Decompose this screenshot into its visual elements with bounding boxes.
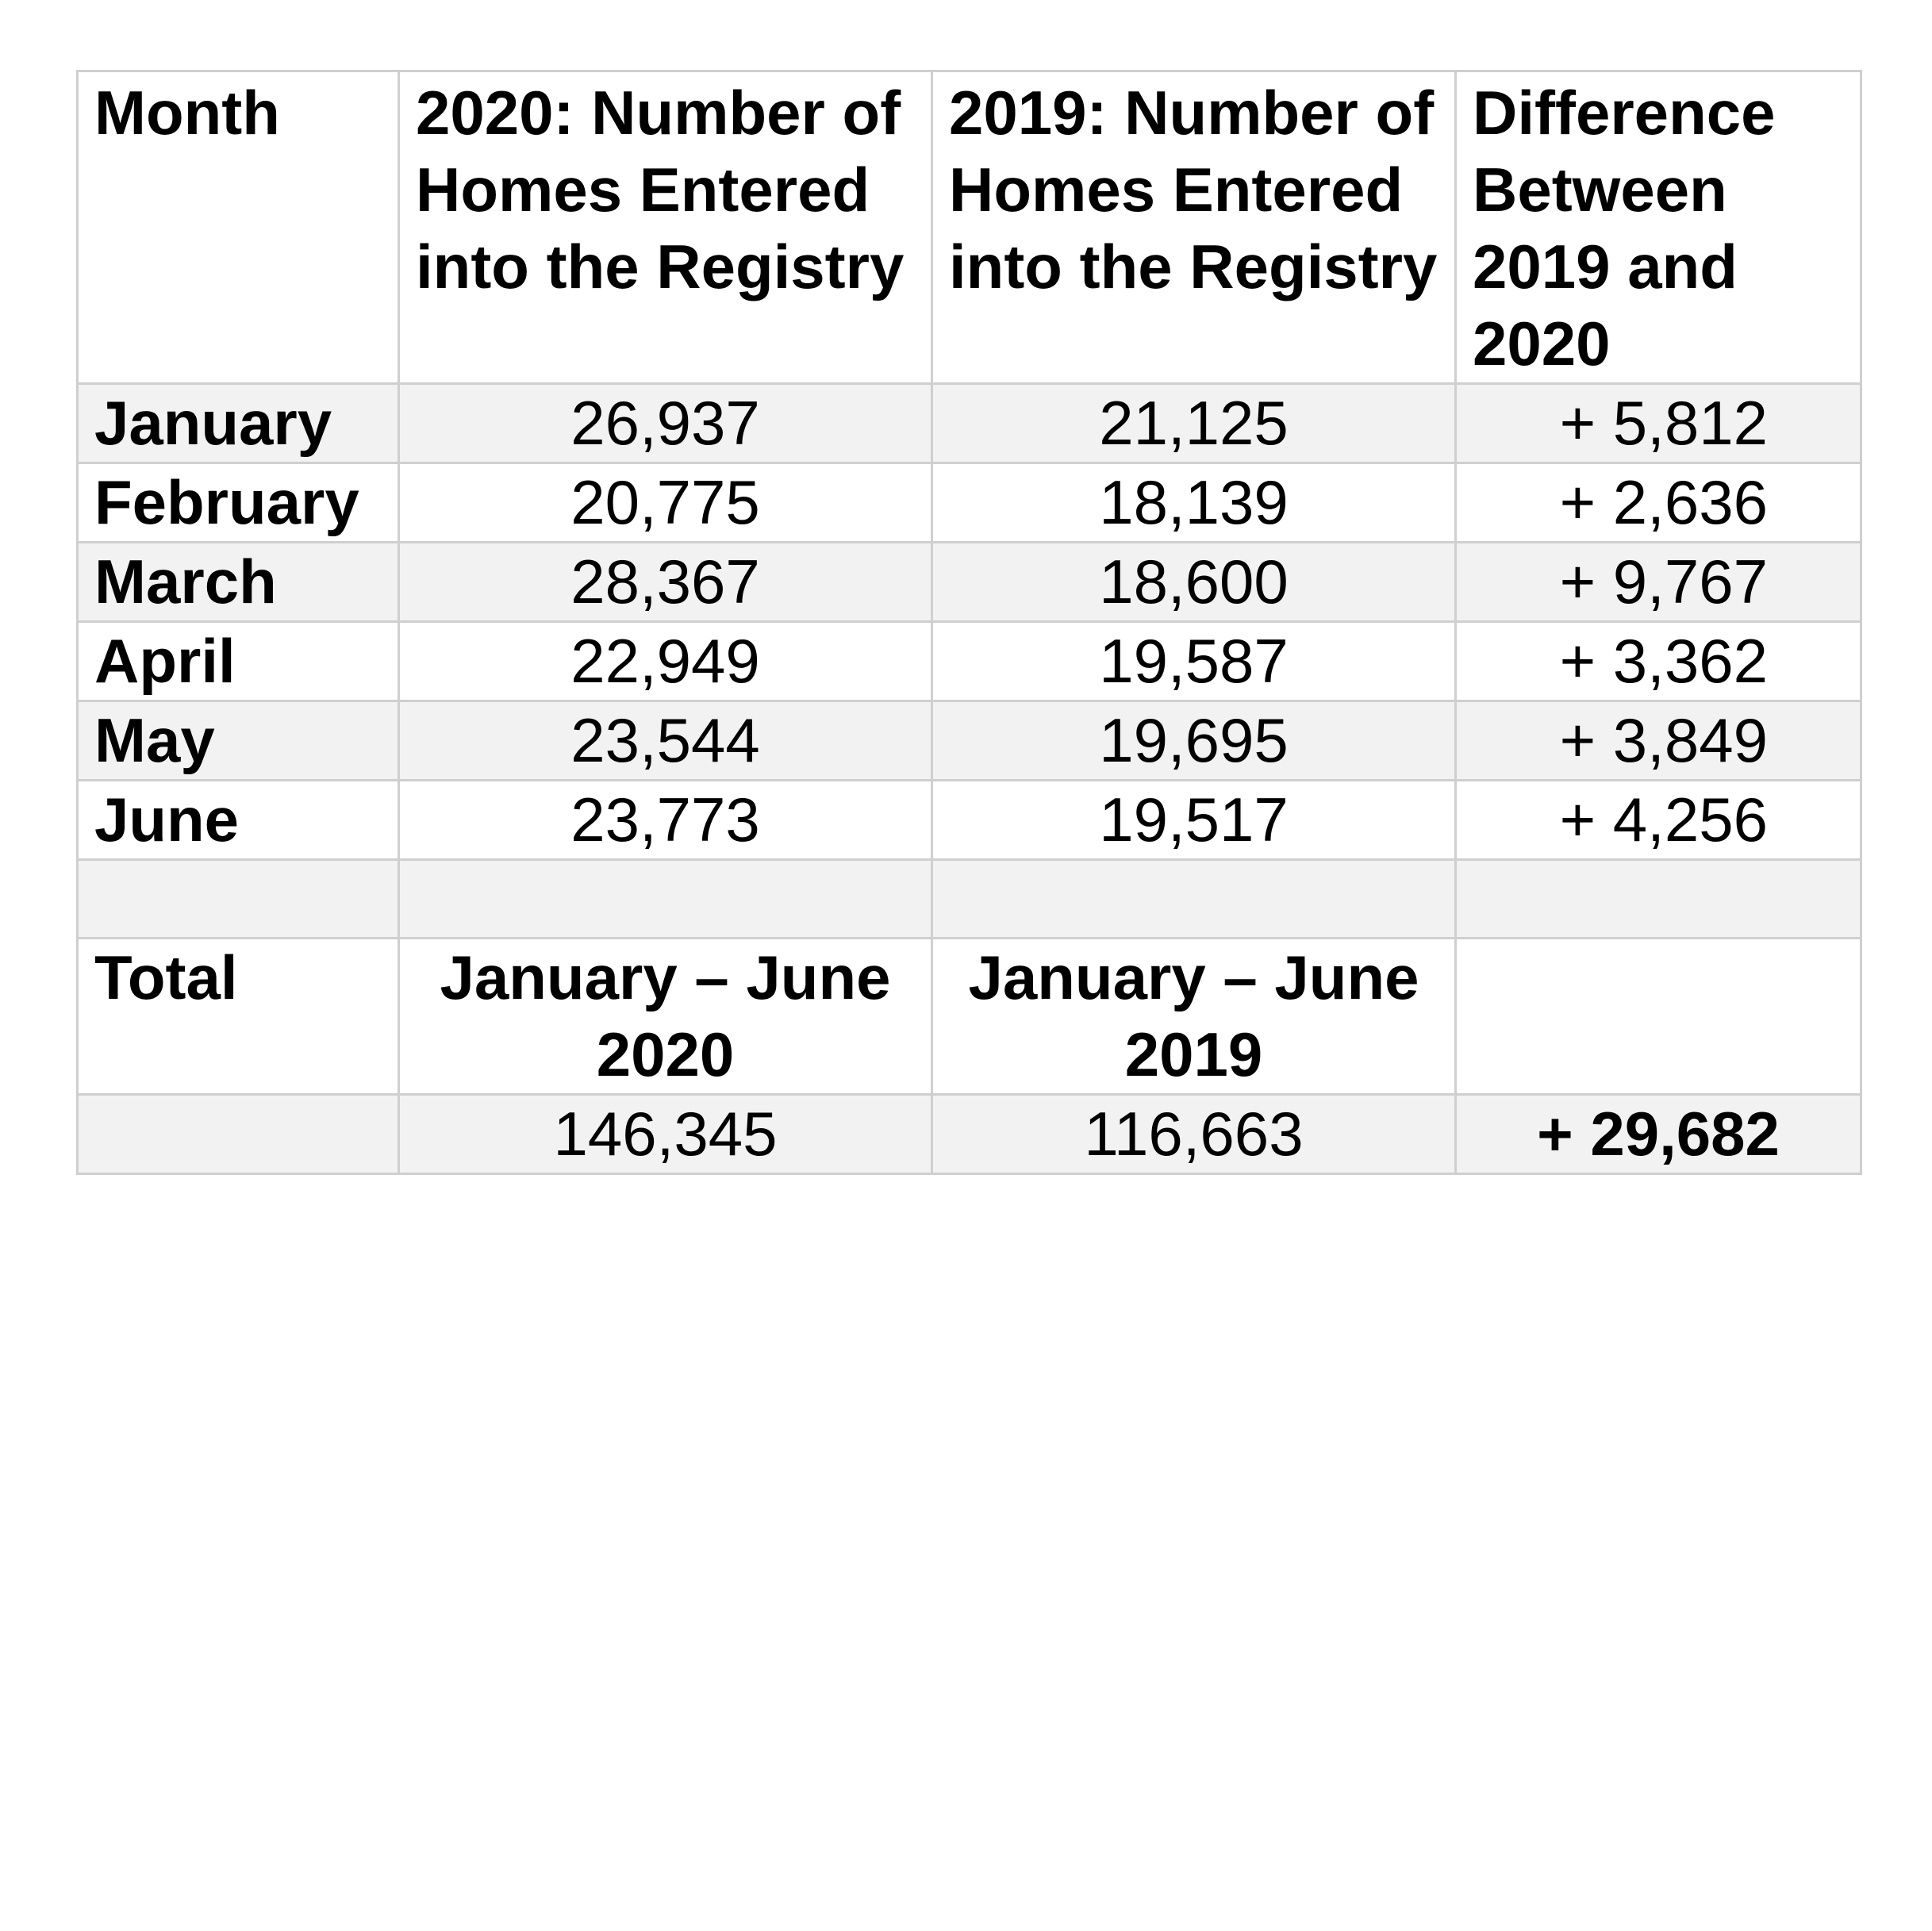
table-row (78, 701, 1861, 781)
difference-cell: + 3,849 (1456, 701, 1861, 781)
total-label: Total (78, 939, 399, 1095)
header-difference-text: Difference Between 2019 and 2020 (1473, 78, 1776, 378)
homes-2019-cell: 21,125 (932, 384, 1456, 463)
month-cell: March (78, 543, 399, 622)
homes-2019-cell: 18,600 (932, 543, 1456, 622)
header-month-text: Month (94, 78, 280, 148)
homes-2020-cell: 22,949 (399, 622, 932, 701)
header-difference (1456, 71, 1861, 384)
registry-table (76, 70, 1862, 1175)
header-homes-2020-text: 2020: Number of Homes Entered into the Registry (416, 78, 905, 301)
empty-cell (1456, 939, 1861, 1095)
table-row (78, 463, 1861, 543)
difference-cell: + 3,362 (1456, 622, 1861, 701)
difference-cell: + 2,636 (1456, 463, 1861, 543)
month-cell: April (78, 622, 399, 701)
header-homes-2019 (932, 71, 1456, 384)
header-row (78, 71, 1861, 384)
homes-2019-cell: 18,139 (932, 463, 1456, 543)
empty-cell (78, 1095, 399, 1174)
table-row (78, 384, 1861, 463)
total-value-row (78, 1095, 1861, 1174)
difference-cell: + 4,256 (1456, 781, 1861, 860)
difference-cell: + 9,767 (1456, 543, 1861, 622)
homes-2019-cell: 19,517 (932, 781, 1456, 860)
total-homes-2019: 116,663 (932, 1095, 1456, 1174)
homes-2019-cell: 19,587 (932, 622, 1456, 701)
total-homes-2020: 146,345 (399, 1095, 932, 1174)
homes-2020-cell: 28,367 (399, 543, 932, 622)
month-cell: February (78, 463, 399, 543)
month-cell: May (78, 701, 399, 781)
total-label-row (78, 939, 1861, 1095)
total-difference: + 29,682 (1456, 1095, 1861, 1174)
month-cell: January (78, 384, 399, 463)
table-row (78, 781, 1861, 860)
table-row (78, 622, 1861, 701)
empty-cell (1456, 860, 1861, 939)
empty-cell (399, 860, 932, 939)
homes-2020-cell: 26,937 (399, 384, 932, 463)
month-cell: June (78, 781, 399, 860)
total-range-2019: January – June 2019 (932, 939, 1456, 1095)
table-row (78, 543, 1861, 622)
empty-cell (78, 860, 399, 939)
homes-2020-cell: 23,544 (399, 701, 932, 781)
header-homes-2019-text: 2019: Number of Homes Entered into the Registry (949, 78, 1438, 301)
homes-2019-cell: 19,695 (932, 701, 1456, 781)
total-range-2020: January – June 2020 (399, 939, 932, 1095)
homes-2020-cell: 20,775 (399, 463, 932, 543)
homes-2020-cell: 23,773 (399, 781, 932, 860)
empty-cell (932, 860, 1456, 939)
difference-cell: + 5,812 (1456, 384, 1861, 463)
header-homes-2020 (399, 71, 932, 384)
header-month (78, 71, 399, 384)
spacer-row (78, 860, 1861, 939)
